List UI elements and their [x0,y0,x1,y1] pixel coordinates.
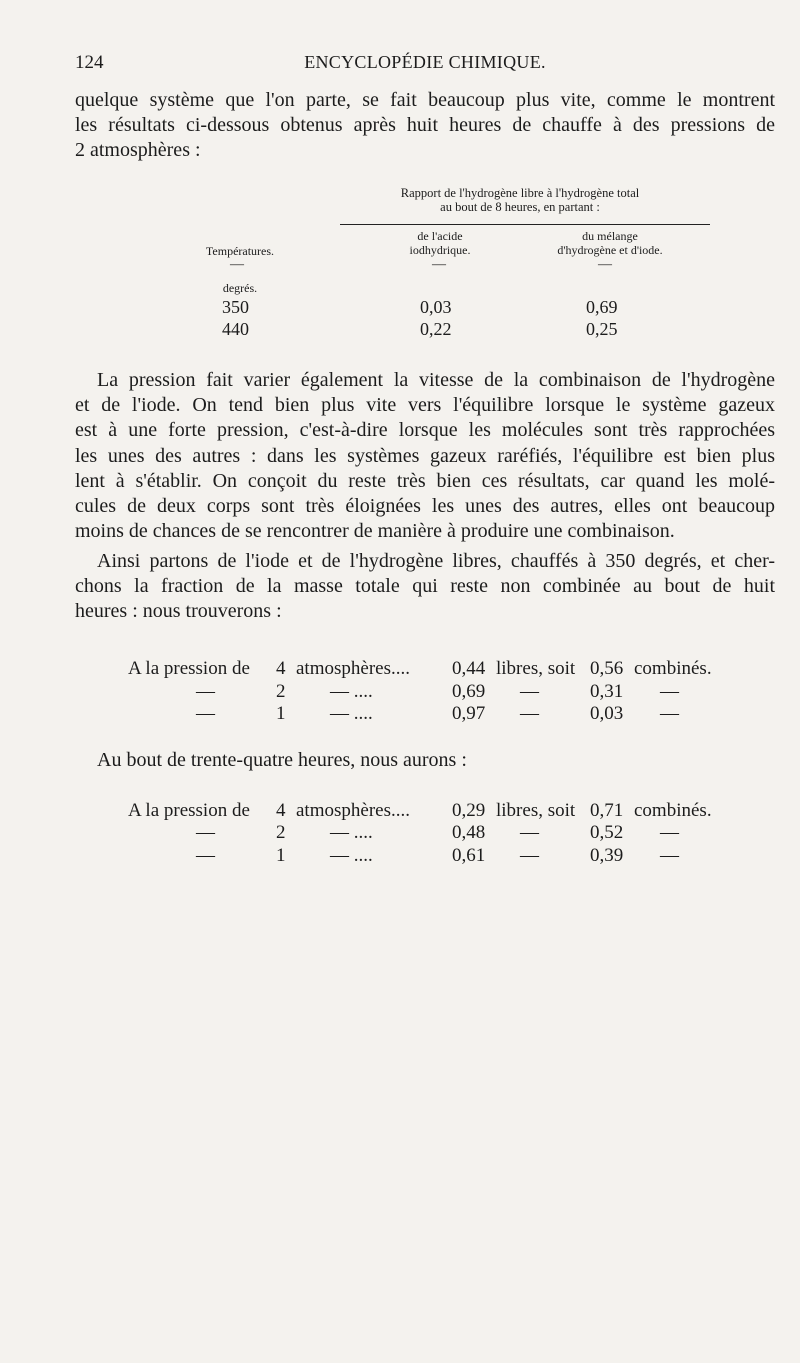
paragraph-example [75,549,775,625]
column-header-acid: de l'acide [417,229,463,243]
paragraph-34h [75,748,775,773]
text-line: 2 atmosphères : [75,139,201,162]
table-cell-acid: 0,22 [420,319,452,339]
unit-label: — .... [330,822,373,843]
free-label: libres, soit [496,658,576,679]
column-dash: — [432,257,446,272]
text-line: Au bout de trente-quatre heures, nous aurons : [97,749,467,771]
combined-fraction: 0,31 [590,681,624,702]
text-line: quelque système que l'on parte, se fait beaucoup plus vite, comme le montrent [75,89,775,111]
column-header-temperature: Températures. [205,244,275,258]
pressure-value: 4 [276,658,286,679]
column-header-acid: iodhydrique. [409,243,471,257]
text-line: lent à s'établir. On conçoit du reste très bien ces résultats, car quand les molé- [75,469,775,492]
combined-fraction: 0,39 [590,845,624,866]
free-fraction: 0,29 [452,800,486,821]
text-line: La pression fait varier également la vitesse de la combinaison de l'hydrogène [97,369,775,391]
free-fraction: 0,97 [452,703,486,724]
pressure-value: 1 [276,845,286,866]
table-caption-line: Rapport de l'hydrogène libre à l'hydrogène total [400,186,640,200]
row-label: A la pression de [128,658,250,679]
table-cell-acid: 0,03 [420,297,452,317]
table-cell-temperature: 440 [222,319,249,339]
combined-label: — [660,703,679,724]
combined-label: combinés. [634,658,712,679]
free-label: — [520,845,539,866]
text-line: les résultats ci-dessous obtenus après huit heures de chauffe à des pressions de [75,114,775,137]
row-label: A la pression de [128,800,250,821]
table-caption-line: au bout de 8 heures, en partant : [440,200,600,214]
pressure-value: 1 [276,703,286,724]
combined-label: — [660,822,679,843]
table-brace [340,224,710,225]
unit-label: atmosphères.... [296,800,410,821]
text-line: heures : nous trouverons : [75,600,282,623]
free-fraction: 0,48 [452,822,486,843]
pressure-value: 2 [276,681,286,702]
unit-label: — .... [330,703,373,724]
unit-label: degrés. [222,281,258,295]
table-cell-mixture: 0,69 [586,297,618,317]
unit-label: — .... [330,681,373,702]
combined-fraction: 0,56 [590,658,624,679]
row-label: — [196,681,215,702]
column-dash: — [598,257,612,272]
unit-label: atmosphères.... [296,658,410,679]
row-label: — [196,845,215,866]
text-line: moins de chances de se rencontrer de manière à produire une combinaison. [75,520,675,543]
combined-fraction: 0,03 [590,703,624,724]
page-number: 124 [75,52,104,73]
free-label: — [520,703,539,724]
text-line: les unes des autres : dans les systèmes gazeux raréfiés, l'équilibre est bien plus [75,444,775,467]
column-header-mixture: d'hydrogène et d'iode. [557,243,663,257]
free-label: libres, soit [496,800,576,821]
free-fraction: 0,44 [452,658,486,679]
combined-fraction: 0,52 [590,822,624,843]
free-fraction: 0,69 [452,681,486,702]
table-cell-mixture: 0,25 [586,319,618,339]
text-line: cules de deux corps sont très éloignées les unes des autres, elles ont beaucoup [75,495,775,518]
combined-label: — [660,845,679,866]
paragraph-pressure [75,368,775,544]
combined-fraction: 0,71 [590,800,624,821]
combined-label: combinés. [634,800,712,821]
combined-label: — [660,681,679,702]
free-label: — [520,681,539,702]
column-dash: — [230,257,244,272]
text-line: et de l'iode. On tend bien plus vite vers l'équilibre lorsque le système gazeux [75,394,775,417]
row-label: — [196,703,215,724]
free-fraction: 0,61 [452,845,486,866]
table-cell-temperature: 350 [222,297,249,317]
running-head: ENCYCLOPÉDIE CHIMIQUE. [304,52,546,72]
free-label: — [520,822,539,843]
pressure-value: 2 [276,822,286,843]
unit-label: — .... [330,845,373,866]
column-header-mixture: du mélange [582,229,638,243]
text-line: chons la fraction de la masse totale qui reste non combinée au bout de huit [75,575,775,598]
text-line: Ainsi partons de l'iode et de l'hydrogène libres, chauffés à 350 degrés, et cher- [97,550,775,572]
text-line: est à une forte pression, c'est-à-dire lorsque les molécules sont très rapprochées [75,419,775,442]
pressure-value: 4 [276,800,286,821]
row-label: — [196,822,215,843]
temperature-table [0,0,800,340]
